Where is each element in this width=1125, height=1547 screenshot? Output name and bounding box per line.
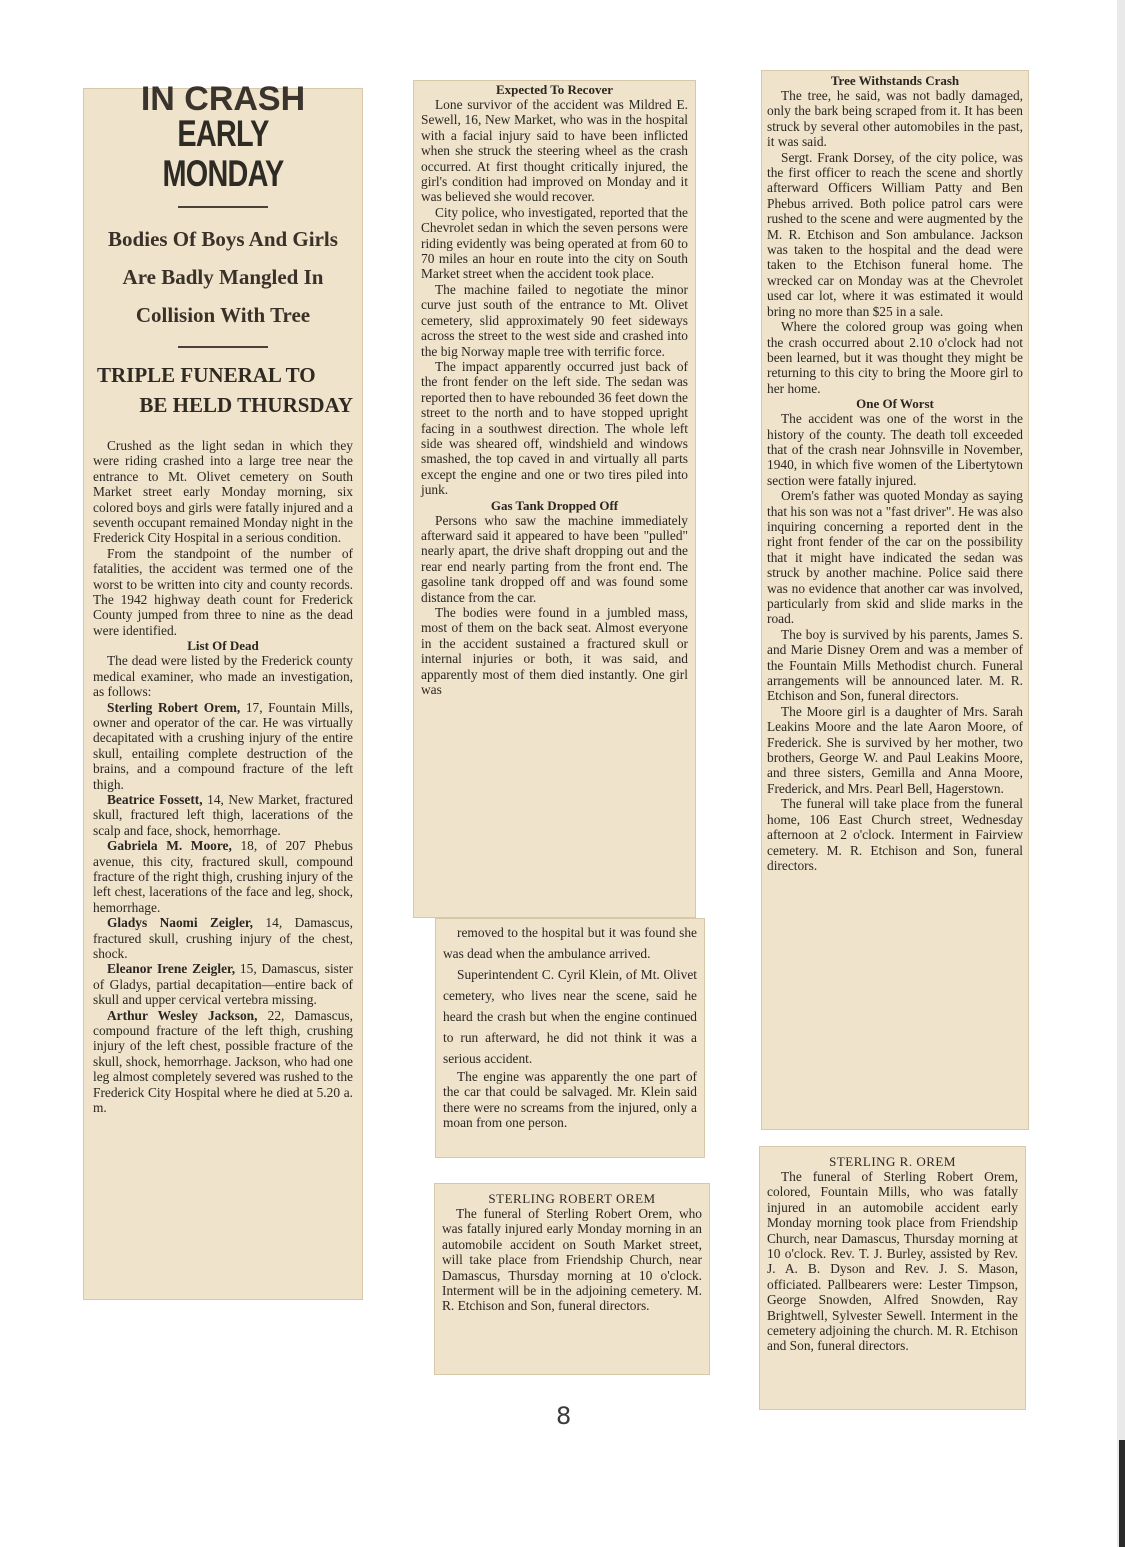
dead-entry <box>93 915 353 961</box>
headline-rule <box>178 206 268 208</box>
article-paragraph: The funeral will take place from the funeral home, 106 East Church street, Wednesday afternoon at 2 o'clock. Interment in Fairview cemetery. M. R. Etchison and Son, funeral directors. <box>767 796 1023 873</box>
subhead-gas-tank: Gas Tank Dropped Off <box>490 497 619 513</box>
clipping-main-article <box>83 82 363 1300</box>
deck-b-line: BE HELD THURSDAY <box>139 393 353 417</box>
clipping-funeral-notice-right <box>759 1146 1026 1410</box>
article-paragraph: The impact apparently occurred just back of the front fender on the left side. The sedan was reported then to have rebounded 36 feet down the street to the north and to have stopped upright facing in a southwest direction. The whole left side was sheared off, windshield and windows smashed, the top caved in and virtually all parts except the engine and one or two tires piled into junk. <box>421 358 688 498</box>
article-paragraph: The machine failed to negotiate the minor curve just south of the entrance to Mt. Olivet cemetery, slid approximately 90 feet sideways across the street to the west side and crashed into the big Norway maple tree with terrific force. <box>421 281 688 359</box>
scan-edge <box>1117 0 1125 1547</box>
dead-details: 15, Damascus, sister of Gladys, partial decapitation—entire back of skull and upper cervical vertebra missing. <box>93 961 354 1008</box>
article-paragraph: The tree, he said, was not badly damaged, only the bark being scraped from it. It has been struck by several other automobiles in the past, it was said. <box>767 88 1023 150</box>
scan-edge-shadow <box>1119 1440 1125 1547</box>
deck-a-line: Are Badly Mangled In <box>122 265 324 289</box>
article-paragraph: removed to the hospital but it was found she was dead when the ambulance arrived. <box>443 925 697 961</box>
article-paragraph: City police, who investigated, reported that the Chevrolet sedan in which the seven persons were riding evidently was being operated at from 60 to 70 miles an hour en route into the city on South Market street when the accident took place. <box>421 204 688 282</box>
article-paragraph: The engine was apparently the one part of the car that could be salvaged. Mr. Klein said there were no screams from the injured, only a moan from one person. <box>443 1069 697 1131</box>
dead-name: Gabriela M. Moore, <box>107 838 232 854</box>
article-paragraph: Orem's father was quoted Monday as saying that his son was not a "fast driver". He was also inquiring concerning a reported dent in the right front fender of the car on the possibility that it might have indicated the sedan was struck by another machine. Police said there was no evidence that another car was involved, particularly from skid and slide marks in the road. <box>767 488 1023 627</box>
notice-text: The funeral of Sterling Robert Orem, who was fatally injured early Monday morning in an automobile accident on South Market street, will take place from Friendship Church, near Damascus, Thursday morning at 10 o'clock. Interment will be in the adjoining cemetery. M. R. Etchison and Son, funeral directors. <box>442 1206 702 1314</box>
dead-name: Sterling Robert Orem, <box>107 699 241 715</box>
subhead-tree-withstands: Tree Withstands Crash <box>830 73 960 88</box>
clipping-continuation-lower <box>435 918 705 1158</box>
dead-details: 14, Damascus, fractured skull, crushing injury of the chest, shock. <box>93 915 353 961</box>
article-paragraph: Persons who saw the machine immediately afterward said it appeared to have been "pulled" nearly apart, the drive shaft dropping out and the rear end nearly parting from the front end. The gasoline tank dropped off and was found some distance from the car. <box>421 512 688 605</box>
deck-a-line: Collision With Tree <box>135 303 311 327</box>
article-paragraph: The accident was one of the worst in the history of the county. The death toll exceeded that of the crash near Johnsville in November, 1940, in which five women of the Libertytown section were fatally injured. <box>767 411 1023 488</box>
article-paragraph: From the standpoint of the number of fatalities, the accident was termed one of the worst to be written into city and county records. The 1942 highway death count for Frederick County jumped from three to nine as the dead were identified. <box>93 545 353 638</box>
article-paragraph: Superintendent C. Cyril Klein, of Mt. Olivet cemetery, who lives near the scene, said he heard the crash but when the engine continued to run afterward, he did not think it was a serious accident. <box>443 967 697 1066</box>
dead-name: Eleanor Irene Zeigler, <box>107 961 236 977</box>
article-paragraph: Lone survivor of the accident was Mildred E. Sewell, 16, New Market, who was in the hospital with a facial injury said to have been inflicted when she struck the steering wheel as the crash occurred. At first thought critically injured, the girl's condition had improved on Monday and it was believed she would recover. <box>421 97 688 205</box>
dead-name: Arthur Wesley Jackson, <box>107 1007 258 1023</box>
article-paragraph: The Moore girl is a daughter of Mrs. Sarah Leakins Moore and the late Aaron Moore, of Frederick. She is survived by her mother, two brothers, George W. and Paul Leakins Moore, and three sisters, Gemilla and Anna Moore, Frederick, and Mrs. Pearl Bell, Hagerstown. <box>767 703 1023 796</box>
article-paragraph: Crushed as the light sedan in which they were riding crashed into a large tree near the entrance to Mt. Olivet cemetery on South Market street early Monday morning, six colored boys and girls were fatally injured and a seventh occupant remained Monday night in the Frederick City Hospital in a serious condition. <box>93 438 353 546</box>
dead-name: Beatrice Fossett, <box>107 791 203 807</box>
subhead-list-of-dead: List Of Dead <box>187 638 259 654</box>
article-paragraph: The bodies were found in a jumbled mass, most of them on the back seat. Almost everyone in the accident sustained a fractured skull or internal injuries or both, it was said, and apparently most of them died instantly. One girl was <box>421 605 688 698</box>
dead-details: 18, of 207 Phebus avenue, this city, fractured skull, compound fracture of the right thigh, crushing injury of the left chest, lacerations of the face and leg, shock, hemorrhage. <box>93 838 353 915</box>
dead-entry <box>93 1008 353 1116</box>
dead-details: 17, Fountain Mills, owner and operator of the car. He was virtually decapitated with a crushing injury of the entire skull, entailing complete destruction of the brains, and a compound fracture of the left thigh. <box>93 699 353 792</box>
dead-details: 14, New Market, fractured skull, fractured left thigh, lacerations of the scalp and face, shock, hemorrhage. <box>93 791 354 838</box>
page-number: 8 <box>556 1402 572 1430</box>
deck-rule <box>178 346 268 348</box>
clipping-continuation <box>413 80 696 918</box>
dead-entry <box>93 838 353 915</box>
notice-title: STERLING ROBERT OREM <box>488 1191 656 1206</box>
dead-entry <box>93 792 353 838</box>
subhead-expected-to-recover: Expected To Recover <box>496 82 613 97</box>
article-paragraph: The dead were listed by the Frederick county medical examiner, who made an investigation, as follows: <box>93 653 353 700</box>
article-paragraph: The boy is survived by his parents, James S. and Marie Disney Orem and was a member of the Fountain Mills Methodist church. Funeral arrangements will be announced later. M. R. Etchison and Son, funeral directors. <box>767 626 1023 704</box>
headline-deck-a <box>93 220 353 334</box>
masthead-fragment: IN CRASH <box>140 82 306 112</box>
subhead-one-of-worst: One Of Worst <box>856 396 934 412</box>
deck-a-line: Bodies Of Boys And Girls <box>108 227 338 251</box>
dead-details: 22, Damascus, compound fracture of the left thigh, crushing injury of the left chest, possible fracture of the skull, shock, hemorrhage. Jackson, who had one leg almost completely severed was rushed to the Frederick City Hospital where he died at 5.20 a. m. <box>93 1007 353 1116</box>
clipping-funeral-notice-center <box>434 1183 710 1375</box>
notice-text: The funeral of Sterling Robert Orem, colored, Fountain Mills, who was fatally injured in an automobile accident early Monday morning took place from Friendship Church, near Damascus, Thursday morning at 10 o'clock. Rev. T. J. Burley, assisted by Rev. J. A. B. Dyson and Rev. J. S. Mason, officiated. Pallbearers were: Lester Timpson, George Snowden, Alfred Snowden, Ray Brightwell, Sylvester Sewell. Interment in the cemetery adjoining the church. M. R. Etchison and Son, funeral directors. <box>767 1169 1018 1354</box>
headline-banner: EARLY MONDAY <box>162 113 284 194</box>
article-paragraph: Sergt. Frank Dorsey, of the city police, was the first officer to reach the scene and shortly afterward Officers William Patty and Ben Phebus arrived. Both police patrol cars were rushed to the scene and were augmented by the M. R. Etchison and Son ambulance. Jackson was taken to the hospital and the dead were taken to the Etchison funeral home. The wrecked car on Monday was at the Chevrolet used car lot, where it was estimated it would bring no more than $25 in a sale. <box>767 149 1023 319</box>
article-paragraph: Where the colored group was going when the crash occurred about 2.10 o'clock had not been learned, but it was thought they might be returning to this city to bring the Moore girl to her home. <box>767 319 1023 396</box>
clipping-right-column <box>761 70 1029 1130</box>
notice-title: STERLING R. OREM <box>829 1154 956 1169</box>
deck-b-line: TRIPLE FUNERAL TO <box>97 363 316 387</box>
dead-entry <box>93 961 353 1007</box>
headline-deck-b <box>93 360 353 420</box>
dead-name: Gladys Naomi Zeigler, <box>107 915 253 931</box>
dead-entry <box>93 700 353 792</box>
